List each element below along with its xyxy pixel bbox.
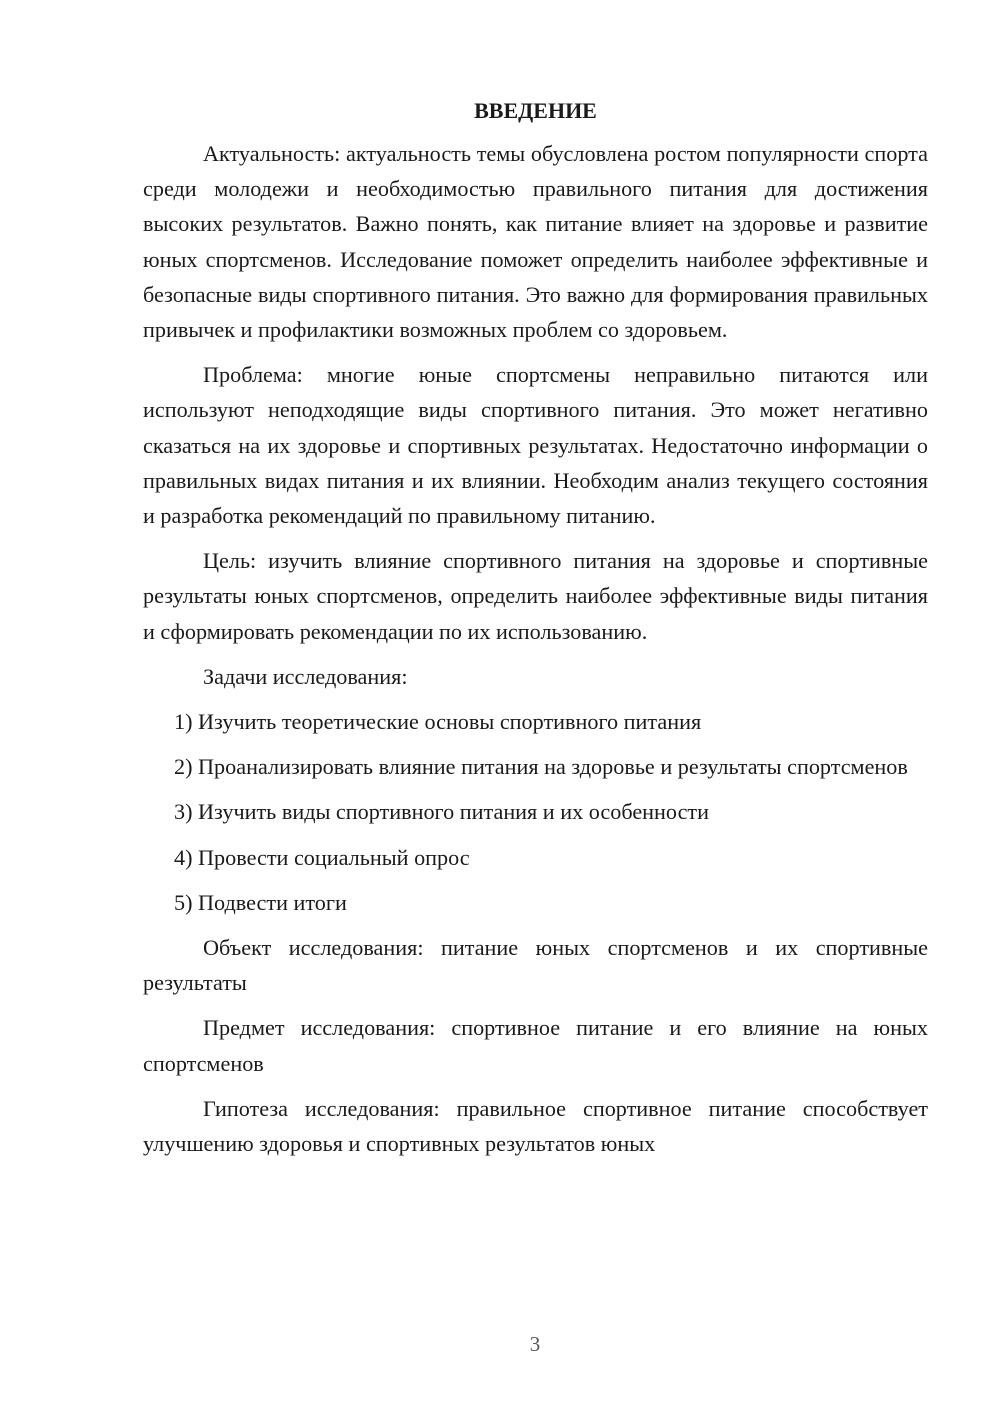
task-item-5: 5) Подвести итоги (174, 889, 347, 915)
paragraph-problem: Проблема: многие юные спортсмены неправильно питаются или используют неподходящие виды спортивного питания. Это может негативно сказаться на их здоровье и спортивных результатах. Недостаточно информации о правильных видах питания и их влиянии. Необходим анализ текущего состояния и разработка рекомендаций по правильному питанию. (143, 362, 928, 529)
paragraph-object: Объект исследования: питание юных спортсменов и их спортивные результаты (143, 935, 928, 996)
task-item-4: 4) Провести социальный опрос (174, 844, 470, 870)
page-number: 3 (529, 1332, 541, 1356)
tasks-title: Задачи исследования: (203, 663, 408, 689)
section-heading: ВВЕДЕНИЕ (474, 98, 597, 123)
paragraph-hypothesis: Гипотеза исследования: правильное спортивное питание способствует улучшению здоровья и спортивных результатов юных (143, 1095, 928, 1157)
paragraph-subject: Предмет исследования: спортивное питание и его влияние на юных спортсменов (143, 1015, 928, 1076)
page-content (143, 96, 928, 1161)
paragraph-relevance: Актуальность: актуальность темы обусловлена ростом популярности спорта среди молодежи и необходимостью правильного питания для достижения высоких результатов. Важно понять, как питание влияет на здоровье и развитие юных спортсменов. Исследование поможет определить наиболее эффективные и безопасные виды спортивного питания. Это важно для формирования правильных привычек и профилактики возможных проблем со здоровьем. (143, 141, 928, 343)
task-item-2: 2) Проанализировать влияние питания на здоровье и результаты спортсменов (174, 754, 908, 780)
task-item-1: 1) Изучить теоретические основы спортивного питания (174, 709, 702, 735)
paragraph-goal: Цель: изучить влияние спортивного питания на здоровье и спортивные результаты юных спортсменов, определить наиболее эффективные виды питания и сформировать рекомендации по их использованию. (143, 548, 928, 644)
task-item-3: 3) Изучить виды спортивного питания и их особенности (174, 799, 709, 825)
